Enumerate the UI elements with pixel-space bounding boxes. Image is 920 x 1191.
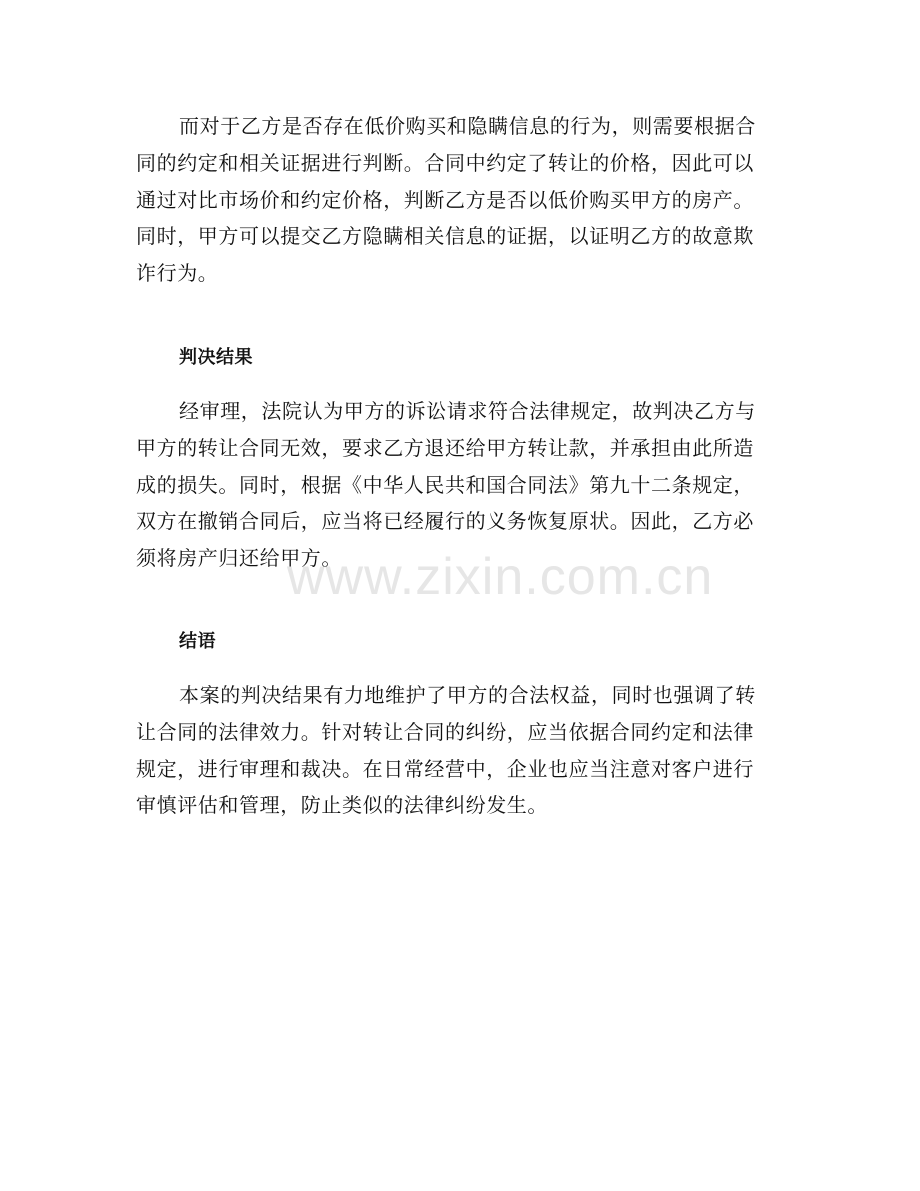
watermark: www.zixin.com.cn (287, 548, 714, 606)
text-line: 双方在撤销合同后，应当将已经履行的义务恢复原状。因此，乙方必 (136, 509, 754, 534)
paragraph-judgment (136, 393, 756, 577)
text-line: 通过对比市场价和约定价格，判断乙方是否以低价购买甲方的房产。 (136, 187, 754, 212)
text-line: 让合同的法律效力。针对转让合同的纠纷，应当依据合同约定和法律 (136, 719, 754, 744)
text-line: 成的损失。同时，根据《中华人民共和国合同法》第九十二条规定， (136, 472, 754, 497)
text-line: 规定，进行审理和裁决。在日常经营中，企业也应当注意对客户进行 (136, 756, 754, 781)
text-line: 本案的判决结果有力地维护了甲方的合法权益，同时也强调了转 (179, 683, 756, 707)
text-line: 同的约定和相关证据进行判断。合同中约定了转让的价格，因此可以 (136, 150, 754, 175)
section-heading-conclusion: 结语 (179, 631, 216, 652)
text-line: 同时，甲方可以提交乙方隐瞒相关信息的证据，以证明乙方的故意欺 (136, 224, 754, 249)
paragraph-conclusion (136, 677, 756, 824)
text-line: 须将房产归还给甲方。 (136, 546, 342, 571)
text-line: 甲方的转让合同无效，要求乙方退还给甲方转让款，并承担由此所造 (136, 435, 754, 460)
text-line: 审慎评估和管理，防止类似的法律纠纷发生。 (136, 793, 548, 818)
section-heading-judgment: 判决结果 (179, 347, 253, 368)
text-line: 而对于乙方是否存在低价购买和隐瞒信息的行为，则需要根据合 (179, 114, 756, 138)
text-line: 诈行为。 (136, 261, 219, 286)
paragraph-analysis (136, 108, 756, 292)
text-line: 经审理，法院认为甲方的诉讼请求符合法律规定，故判决乙方与 (179, 399, 756, 423)
